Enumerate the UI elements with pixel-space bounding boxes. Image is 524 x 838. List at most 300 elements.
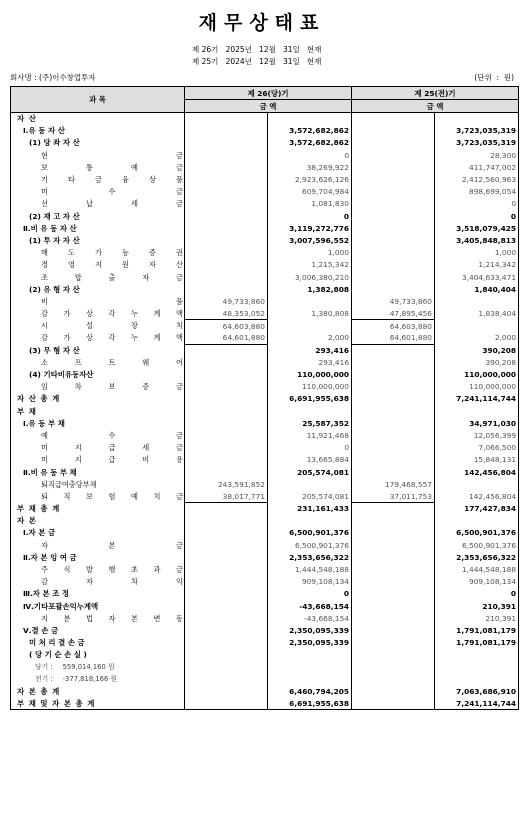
amount-cell-c2: 2,350,095,339 xyxy=(268,624,352,636)
amount-cell-c2: 231,161,433 xyxy=(268,503,352,515)
amount-cell-p1 xyxy=(352,600,435,612)
amount-cell-p1 xyxy=(352,149,435,161)
table-row xyxy=(11,478,519,490)
amount-cell-c1 xyxy=(185,368,268,380)
amount-cell-p1 xyxy=(352,624,435,636)
amount-cell-c1 xyxy=(185,649,268,661)
row-label xyxy=(11,551,185,563)
amount-cell-p2 xyxy=(435,649,519,661)
amount-cell-p1 xyxy=(352,661,435,673)
amount-cell-c1 xyxy=(185,442,268,454)
amount-cell-c1: 38,017,771 xyxy=(185,490,268,502)
row-label-text: 전기 : xyxy=(35,675,53,684)
amount-cell-c2: 6,691,955,638 xyxy=(268,393,352,405)
row-label-text: 비 품 xyxy=(41,296,183,306)
amount-cell-c1 xyxy=(185,149,268,161)
table-row xyxy=(11,442,519,454)
row-label xyxy=(11,698,185,710)
amount-cell-c1 xyxy=(185,551,268,563)
row-label-text: (3) 무 형 자 산 xyxy=(29,345,80,355)
row-label xyxy=(11,381,185,393)
amount-cell-p2: 7,066,500 xyxy=(435,442,519,454)
table-row xyxy=(11,527,519,539)
amount-cell-c2: 13,665,884 xyxy=(268,454,352,466)
amount-cell-p2: 15,848,131 xyxy=(435,454,519,466)
row-label xyxy=(11,417,185,429)
amount-cell-p2: 142,456,804 xyxy=(435,466,519,478)
row-label xyxy=(11,186,185,198)
row-label xyxy=(11,247,185,259)
table-row xyxy=(11,612,519,624)
row-label-text: 퇴직급여충당부채 xyxy=(41,479,97,489)
header-prior-amount: 금 액 xyxy=(352,100,519,113)
amount-cell-p1 xyxy=(352,405,435,417)
amount-cell-p2 xyxy=(435,673,519,685)
amount-cell-p1 xyxy=(352,381,435,393)
amount-cell-c2: 3,007,596,552 xyxy=(268,234,352,246)
amount-cell-p1 xyxy=(352,503,435,515)
amount-cell-p1 xyxy=(352,198,435,210)
amount-cell-c2: 609,704,984 xyxy=(268,186,352,198)
amount-cell-c2: 6,500,901,376 xyxy=(268,527,352,539)
amount-cell-p1 xyxy=(352,271,435,283)
amount-cell-p2: 1,838,404 xyxy=(435,308,519,320)
row-label xyxy=(11,368,185,380)
table-row xyxy=(11,271,519,283)
amount-cell-p1 xyxy=(352,113,435,125)
row-label-text: 미 지 급 비 용 xyxy=(41,455,183,465)
amount-cell-p1 xyxy=(352,673,435,685)
amount-cell-p2: 142,456,804 xyxy=(435,490,519,502)
amount-cell-p2 xyxy=(435,320,519,332)
amount-cell-p2: 110,000,000 xyxy=(435,381,519,393)
row-label xyxy=(11,173,185,185)
row-label xyxy=(11,466,185,478)
row-label xyxy=(11,113,185,125)
amount-cell-c1 xyxy=(185,527,268,539)
table-row xyxy=(11,259,519,271)
row-label xyxy=(11,442,185,454)
row-label-text: Ⅴ.결 손 금 xyxy=(23,625,59,635)
row-label xyxy=(11,527,185,539)
amount-cell-p1 xyxy=(352,612,435,624)
row-label-text: ( 당 기 순 손 실 ) xyxy=(29,650,87,660)
amount-cell-p1 xyxy=(352,283,435,295)
row-label-text: 보 통 예 금 xyxy=(41,162,183,172)
amount-cell-c1 xyxy=(185,381,268,393)
row-label xyxy=(11,685,185,697)
net-loss-note: 559,014,160 원 xyxy=(62,663,115,672)
row-label-text: (1) 당 좌 자 산 xyxy=(29,138,80,148)
amount-cell-c1 xyxy=(185,600,268,612)
amount-cell-p1: 37,011,753 xyxy=(352,490,435,502)
row-label-text: 자 산 xyxy=(17,114,37,124)
row-label xyxy=(11,673,185,685)
amount-cell-c2: 1,000 xyxy=(268,247,352,259)
table-row xyxy=(11,588,519,600)
table-row xyxy=(11,125,519,137)
amount-cell-p2: 34,971,030 xyxy=(435,417,519,429)
table-row xyxy=(11,429,519,441)
amount-cell-c1 xyxy=(185,113,268,125)
period-prior: 제 25기 2024년 12월 31일 현재 xyxy=(192,57,322,66)
amount-cell-c1 xyxy=(185,624,268,636)
amount-cell-c2: 205,574,081 xyxy=(268,490,352,502)
amount-cell-p1 xyxy=(352,466,435,478)
amount-cell-c1 xyxy=(185,125,268,137)
amount-cell-c2 xyxy=(268,673,352,685)
amount-cell-p1 xyxy=(352,356,435,368)
amount-cell-p2: 2,000 xyxy=(435,332,519,344)
amount-cell-c1 xyxy=(185,673,268,685)
amount-cell-c2: 2,000 xyxy=(268,332,352,344)
amount-cell-p1 xyxy=(352,234,435,246)
table-row xyxy=(11,600,519,612)
row-label-text: Ⅱ.자 본 잉 여 금 xyxy=(23,552,77,562)
amount-cell-c2: 6,691,955,638 xyxy=(268,698,352,710)
period-current: 제 26기 2025년 12월 31일 현재 xyxy=(192,45,322,54)
table-body xyxy=(11,113,519,710)
amount-cell-c1: 49,733,860 xyxy=(185,295,268,307)
row-label xyxy=(11,576,185,588)
row-label xyxy=(11,271,185,283)
amount-cell-p1 xyxy=(352,527,435,539)
header-current-amount: 금 액 xyxy=(185,100,352,113)
amount-cell-c1 xyxy=(185,247,268,259)
row-label-text: Ⅰ.유 동 자 산 xyxy=(23,126,65,136)
amount-cell-p2: 28,300 xyxy=(435,149,519,161)
row-label-text: (4) 기타비유동자산 xyxy=(29,370,94,380)
amount-cell-c1 xyxy=(185,198,268,210)
table-row xyxy=(11,698,519,710)
row-label-text: 기 타 금 융 상 품 xyxy=(41,175,183,185)
row-label-text: 미 수 금 xyxy=(41,187,183,197)
amount-cell-c1: 48,353,052 xyxy=(185,308,268,320)
row-label-text: 자 산 총 계 xyxy=(17,394,61,404)
amount-cell-p2: 3,723,035,319 xyxy=(435,137,519,149)
amount-cell-c2: 909,108,134 xyxy=(268,576,352,588)
table-row xyxy=(11,210,519,222)
amount-cell-p1 xyxy=(352,698,435,710)
row-label xyxy=(11,332,185,344)
row-label-text: 소 프 트 웨 어 xyxy=(41,357,183,367)
table-row xyxy=(11,137,519,149)
row-label-text: 감 가 상 각 누 계 액 xyxy=(41,333,183,343)
amount-cell-p2: 390,208 xyxy=(435,356,519,368)
row-label xyxy=(11,222,185,234)
amount-cell-c1 xyxy=(185,588,268,600)
header-current: 제 26(당)기 xyxy=(185,87,352,100)
net-loss-note: -377,818,166 원 xyxy=(62,675,118,684)
amount-cell-c2: 3,006,380,210 xyxy=(268,271,352,283)
table-row xyxy=(11,295,519,307)
amount-cell-p2: 210,391 xyxy=(435,600,519,612)
amount-cell-c2 xyxy=(268,405,352,417)
table-row xyxy=(11,393,519,405)
row-label xyxy=(11,356,185,368)
row-label xyxy=(11,210,185,222)
row-label xyxy=(11,624,185,636)
amount-cell-c1 xyxy=(185,186,268,198)
table-row xyxy=(11,576,519,588)
amount-cell-p2: 0 xyxy=(435,588,519,600)
row-label xyxy=(11,637,185,649)
row-label-text: 선 납 세 금 xyxy=(41,199,183,209)
amount-cell-c2: 0 xyxy=(268,210,352,222)
row-label xyxy=(11,405,185,417)
amount-cell-c2: 205,574,081 xyxy=(268,466,352,478)
amount-cell-c1 xyxy=(185,344,268,356)
amount-cell-p1 xyxy=(352,161,435,173)
amount-cell-p1 xyxy=(352,685,435,697)
table-row xyxy=(11,283,519,295)
row-label-text: 퇴 직 보 험 예 치 금 xyxy=(41,491,183,501)
table-row xyxy=(11,503,519,515)
amount-cell-p2: 898,699,054 xyxy=(435,186,519,198)
row-label-text: Ⅰ.자 본 금 xyxy=(23,528,56,538)
table-row xyxy=(11,624,519,636)
amount-cell-p2: 3,405,848,813 xyxy=(435,234,519,246)
amount-cell-c2: 6,500,901,376 xyxy=(268,539,352,551)
row-label xyxy=(11,137,185,149)
row-label-text: (1) 투 자 자 산 xyxy=(29,235,80,245)
row-label xyxy=(11,515,185,527)
amount-cell-c2: 2,353,656,322 xyxy=(268,551,352,563)
row-label-text: 지 분 법 자 본 변 동 xyxy=(41,613,183,623)
row-label xyxy=(11,503,185,515)
amount-cell-p2: 2,353,656,322 xyxy=(435,551,519,563)
amount-cell-p2 xyxy=(435,661,519,673)
amount-cell-c2: 3,572,682,862 xyxy=(268,125,352,137)
table-row xyxy=(11,186,519,198)
row-label-text: 감 자 차 익 xyxy=(41,577,183,587)
row-label xyxy=(11,454,185,466)
row-label-text: 자 본 금 xyxy=(41,540,183,550)
amount-cell-p1 xyxy=(352,393,435,405)
table-row xyxy=(11,661,519,673)
amount-cell-p2: 1,791,081,179 xyxy=(435,637,519,649)
table-row xyxy=(11,454,519,466)
row-label xyxy=(11,344,185,356)
amount-cell-c2: 0 xyxy=(268,442,352,454)
row-label xyxy=(11,393,185,405)
table-row xyxy=(11,149,519,161)
row-label xyxy=(11,490,185,502)
amount-cell-p2 xyxy=(435,478,519,490)
row-label-text: 부 채 총 계 xyxy=(17,504,61,514)
table-row xyxy=(11,173,519,185)
row-label-text: 감 가 상 각 누 계 액 xyxy=(41,309,183,319)
amount-cell-p1 xyxy=(352,454,435,466)
amount-cell-p2: 909,108,134 xyxy=(435,576,519,588)
amount-cell-p2: 1,214,342 xyxy=(435,259,519,271)
table-row xyxy=(11,222,519,234)
amount-cell-c1 xyxy=(185,393,268,405)
row-label xyxy=(11,429,185,441)
row-label xyxy=(11,259,185,271)
table-row xyxy=(11,563,519,575)
row-label xyxy=(11,198,185,210)
amount-cell-p1: 179,468,557 xyxy=(352,478,435,490)
amount-cell-c2 xyxy=(268,295,352,307)
amount-cell-c2 xyxy=(268,113,352,125)
row-label xyxy=(11,320,185,332)
table-row xyxy=(11,649,519,661)
amount-cell-c2 xyxy=(268,649,352,661)
amount-cell-c1 xyxy=(185,259,268,271)
amount-cell-c2: 293,416 xyxy=(268,344,352,356)
row-label-text: (2) 재 고 자 산 xyxy=(29,211,80,221)
row-label-text: Ⅲ.자 본 조 정 xyxy=(23,589,70,599)
amount-cell-c1 xyxy=(185,539,268,551)
table-row xyxy=(11,368,519,380)
row-label-text: 매 도 가 능 증 권 xyxy=(41,248,183,258)
row-label-text: 자 본 xyxy=(17,516,37,526)
amount-cell-p1 xyxy=(352,551,435,563)
row-label-text: 당기 : xyxy=(35,663,53,672)
table-row xyxy=(11,356,519,368)
amount-cell-c2 xyxy=(268,515,352,527)
amount-cell-c2: 1,444,548,188 xyxy=(268,563,352,575)
amount-cell-c1 xyxy=(185,137,268,149)
amount-cell-c2: 38,269,922 xyxy=(268,161,352,173)
row-label-text: 미 처 리 결 손 금 xyxy=(29,638,85,648)
table-row xyxy=(11,417,519,429)
row-label-text: Ⅱ.비 유 동 자 산 xyxy=(23,223,77,233)
amount-cell-c1 xyxy=(185,454,268,466)
header-account: 과 목 xyxy=(11,87,185,113)
amount-cell-p2: 7,241,114,744 xyxy=(435,393,519,405)
table-row xyxy=(11,381,519,393)
table-row xyxy=(11,685,519,697)
amount-cell-c1 xyxy=(185,173,268,185)
row-label xyxy=(11,563,185,575)
amount-cell-p2 xyxy=(435,295,519,307)
table-row xyxy=(11,551,519,563)
row-label xyxy=(11,539,185,551)
amount-cell-c2: 3,119,272,776 xyxy=(268,222,352,234)
table-row xyxy=(11,320,519,332)
amount-cell-p2: 3,723,035,319 xyxy=(435,125,519,137)
row-label xyxy=(11,478,185,490)
amount-cell-p1 xyxy=(352,637,435,649)
amount-cell-p1 xyxy=(352,563,435,575)
amount-cell-c2: 1,382,808 xyxy=(268,283,352,295)
amount-cell-c1 xyxy=(185,637,268,649)
amount-cell-c1 xyxy=(185,661,268,673)
amount-cell-c1: 64,603,880 xyxy=(185,320,268,332)
amount-cell-p2: 3,404,633,471 xyxy=(435,271,519,283)
amount-cell-p2: 1,000 xyxy=(435,247,519,259)
amount-cell-p2: 390,208 xyxy=(435,344,519,356)
row-label-text: 부 채 xyxy=(17,406,37,416)
table-row xyxy=(11,344,519,356)
amount-cell-p2: 210,391 xyxy=(435,612,519,624)
row-label xyxy=(11,661,185,673)
amount-cell-p1 xyxy=(352,247,435,259)
amount-cell-p1: 64,601,880 xyxy=(352,332,435,344)
amount-cell-c1 xyxy=(185,283,268,295)
amount-cell-p2: 411,747,002 xyxy=(435,161,519,173)
balance-sheet-table xyxy=(10,86,519,710)
amount-cell-c2: 0 xyxy=(268,149,352,161)
row-label-text: 임 차 보 증 금 xyxy=(41,382,183,392)
amount-cell-p1: 64,603,880 xyxy=(352,320,435,332)
amount-cell-p2: 12,056,399 xyxy=(435,429,519,441)
amount-cell-p2: 2,412,560,963 xyxy=(435,173,519,185)
row-label-text: 자 본 총 계 xyxy=(17,686,61,696)
amount-cell-p2: 1,840,404 xyxy=(435,283,519,295)
table-row xyxy=(11,515,519,527)
row-label-text: 시 설 장 치 xyxy=(41,321,183,331)
amount-cell-c1 xyxy=(185,222,268,234)
amount-cell-p2: 7,241,114,744 xyxy=(435,698,519,710)
amount-cell-c1 xyxy=(185,161,268,173)
amount-cell-p1: 49,733,860 xyxy=(352,295,435,307)
table-row xyxy=(11,113,519,125)
amount-cell-p2 xyxy=(435,405,519,417)
amount-cell-p1 xyxy=(352,576,435,588)
amount-cell-c2: 110,000,000 xyxy=(268,368,352,380)
amount-cell-p1 xyxy=(352,222,435,234)
amount-cell-c2 xyxy=(268,478,352,490)
row-label-text: 경 영 지 원 자 산 xyxy=(41,260,183,270)
amount-cell-p2 xyxy=(435,113,519,125)
amount-cell-c2: 11,921,468 xyxy=(268,429,352,441)
amount-cell-c1: 243,591,852 xyxy=(185,478,268,490)
row-label xyxy=(11,125,185,137)
amount-cell-c1 xyxy=(185,563,268,575)
amount-cell-p1 xyxy=(352,137,435,149)
amount-cell-c2: 1,215,342 xyxy=(268,259,352,271)
amount-cell-c2: 3,572,682,862 xyxy=(268,137,352,149)
amount-cell-p1 xyxy=(352,210,435,222)
amount-cell-p1 xyxy=(352,125,435,137)
amount-cell-p1 xyxy=(352,344,435,356)
table-row xyxy=(11,539,519,551)
table-row xyxy=(11,247,519,259)
amount-cell-c1 xyxy=(185,576,268,588)
amount-cell-c1 xyxy=(185,271,268,283)
amount-cell-p2: 7,063,686,910 xyxy=(435,685,519,697)
amount-cell-p2 xyxy=(435,515,519,527)
amount-cell-c2: 0 xyxy=(268,588,352,600)
amount-cell-c2: 293,416 xyxy=(268,356,352,368)
amount-cell-c1 xyxy=(185,405,268,417)
amount-cell-p1 xyxy=(352,588,435,600)
amount-cell-c1 xyxy=(185,612,268,624)
amount-cell-p1 xyxy=(352,186,435,198)
row-label xyxy=(11,161,185,173)
amount-cell-c2: 2,923,626,126 xyxy=(268,173,352,185)
row-label-text: 부 채 및 자 본 총 계 xyxy=(17,698,96,708)
table-row xyxy=(11,234,519,246)
amount-cell-c1 xyxy=(185,685,268,697)
row-label xyxy=(11,234,185,246)
amount-cell-c2: 6,460,794,205 xyxy=(268,685,352,697)
amount-cell-c2: -43,668,154 xyxy=(268,612,352,624)
row-label xyxy=(11,600,185,612)
row-label-text: 미 지 급 세 금 xyxy=(41,443,183,453)
amount-cell-c1 xyxy=(185,698,268,710)
amount-cell-p2: 0 xyxy=(435,210,519,222)
amount-cell-c2: -43,668,154 xyxy=(268,600,352,612)
row-label-text: 현 금 xyxy=(41,150,183,160)
amount-cell-p1 xyxy=(352,417,435,429)
amount-cell-p2: 110,000,000 xyxy=(435,368,519,380)
amount-cell-p2: 6,500,901,376 xyxy=(435,539,519,551)
row-label-text: 주 식 발 행 초 과 금 xyxy=(41,565,183,575)
